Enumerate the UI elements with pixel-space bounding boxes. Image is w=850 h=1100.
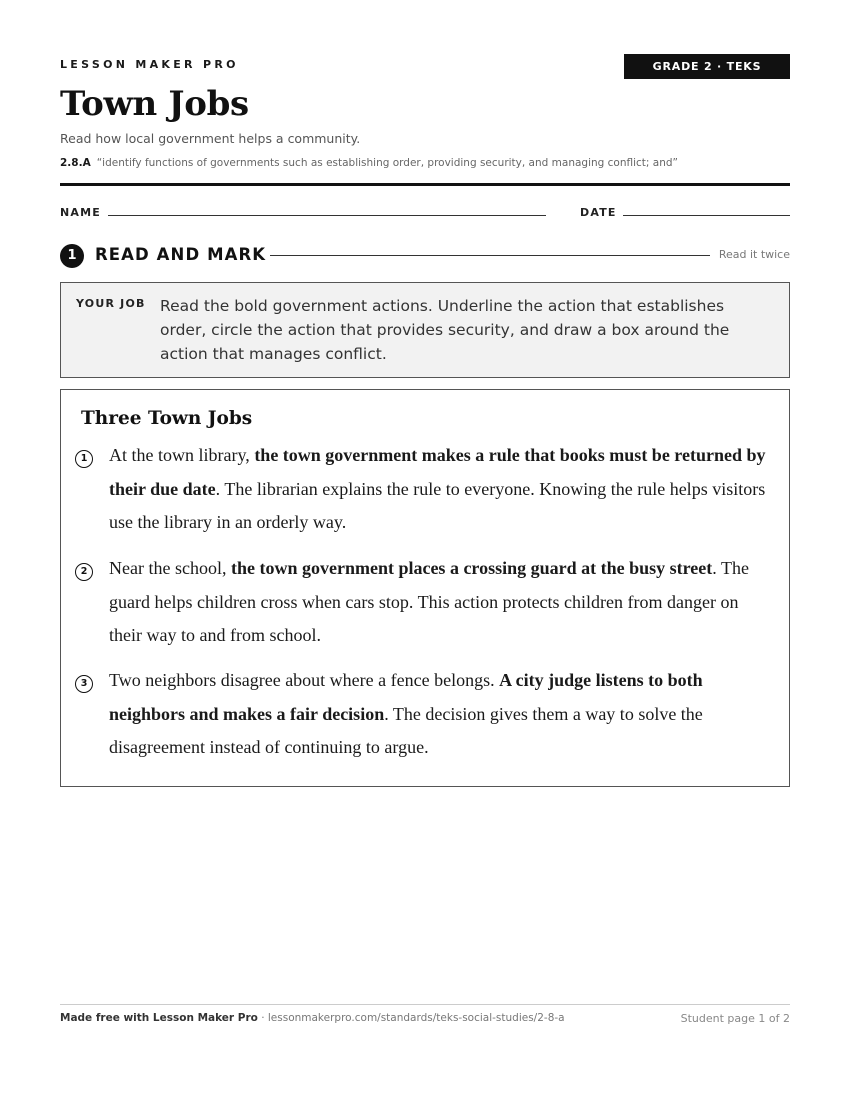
date-field[interactable]: [623, 215, 790, 216]
footer-made-with: Made free with Lesson Maker Pro: [60, 1012, 258, 1024]
instructions-box: [60, 282, 790, 378]
item-text-plain: . The decision gives them a way to solve the disagreement instead of continuing to argue.: [109, 703, 703, 757]
date-label: DATE: [580, 206, 617, 219]
standard-text: “identify functions of governments such as establishing order, providing security, and managing conflict; and”: [96, 157, 678, 169]
instructions-text: Read the bold government actions. Underline the action that establishes order, circle the action that provides security, and draw a box around the action that manages conflict.: [160, 297, 730, 363]
worksheet-page: [60, 0, 790, 1100]
header-divider: [60, 183, 790, 186]
footer-divider: [60, 1004, 790, 1005]
instructions-label: YOUR JOB: [76, 297, 146, 310]
item-number-badge: 3: [75, 675, 93, 693]
footer-url-link[interactable]: lessonmakerpro.com/standards/teks-social-studies/2-8-a: [267, 1012, 565, 1024]
reading-title: Three Town Jobs: [81, 408, 253, 429]
item-text: [109, 664, 771, 765]
item-text-plain: Near the school,: [109, 558, 231, 578]
page-title: Town Jobs: [60, 84, 249, 124]
item-number-badge: 1: [75, 450, 93, 468]
standard-code: 2.8.A: [60, 157, 91, 169]
government-action[interactable]: the town government makes a rule that books must be returned by their due date: [109, 445, 766, 499]
page-subtitle: Read how local government helps a community.: [60, 131, 361, 146]
footer-page-number: Student page 1 of 2: [680, 1012, 790, 1025]
item-text-plain: . The librarian explains the rule to everyone. Knowing the rule helps visitors use the library in an orderly way.: [109, 478, 766, 532]
item-text-plain: At the town library,: [109, 445, 255, 465]
item-text: [109, 439, 771, 540]
section-note: Read it twice: [718, 248, 790, 261]
item-text: [109, 552, 771, 653]
footer-separator: ·: [257, 1012, 268, 1024]
reading-passage-box: [60, 389, 790, 787]
item-number-badge: 2: [75, 563, 93, 581]
grade-badge: GRADE 2 · TEKS 2.8.A: [624, 54, 790, 79]
name-field[interactable]: [108, 215, 546, 216]
brand-name: LESSON MAKER PRO: [60, 58, 239, 71]
section-number-badge: 1: [60, 244, 84, 268]
government-action[interactable]: the town government places a crossing guard at the busy street: [230, 558, 713, 578]
item-text-plain: Two neighbors disagree about where a fence belongs.: [109, 670, 500, 690]
government-action[interactable]: A city judge listens to both neighbors and makes a fair decision: [109, 670, 703, 724]
section-divider: [270, 255, 710, 256]
footer-credit: [60, 1012, 565, 1024]
section-title: READ AND MARK: [95, 245, 267, 264]
name-label: NAME: [60, 206, 101, 219]
item-text-plain: . The guard helps children cross when cars stop. This action protects children from danger on their way to and from school.: [109, 558, 749, 645]
standard-line: [60, 157, 678, 169]
